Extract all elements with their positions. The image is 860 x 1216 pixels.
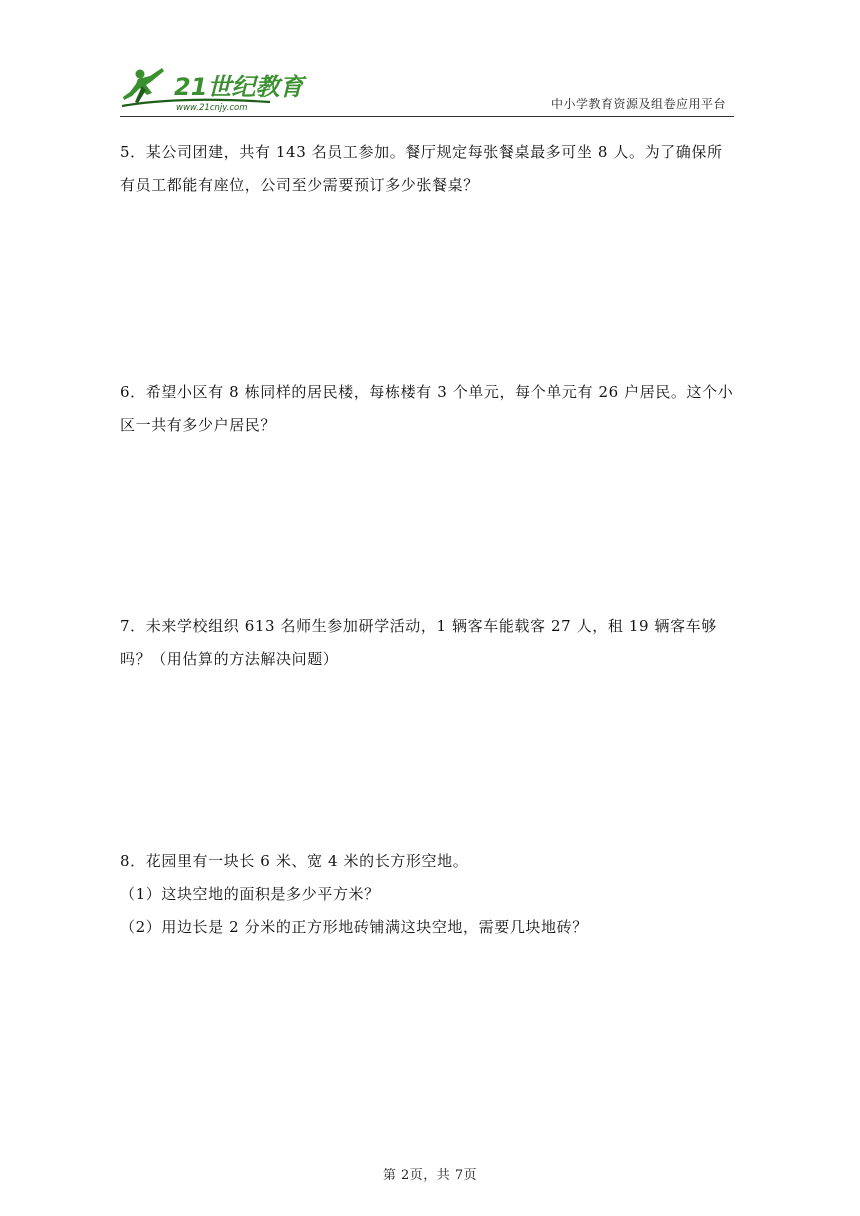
header-platform-text: 中小学教育资源及组卷应用平台: [550, 97, 726, 111]
svg-text:21世纪教育: 21世纪教育: [174, 73, 304, 101]
question-5: [120, 136, 734, 202]
question-7: [120, 610, 734, 676]
question-8-part-1: （1）这块空地的面积是多少平方米？: [120, 885, 380, 903]
header-divider: [120, 116, 734, 117]
question-8: [120, 845, 734, 944]
question-7-text: 7．未来学校组织 613 名师生参加研学活动，1 辆客车能载客 27 人，租 19 辆客车够吗？（用估算的方法解决问题）: [120, 617, 717, 668]
page-header: [120, 62, 734, 120]
page-number: 第 2页，共 7页: [382, 1168, 478, 1183]
question-8-text: 8．花园里有一块长 6 米、宽 4 米的长方形空地。: [120, 852, 469, 870]
question-8-part-2: （2）用边长是 2 分米的正方形地砖铺满这块空地，需要几块地砖？: [120, 918, 588, 936]
logo-21cnjy: [120, 62, 310, 114]
question-6: [120, 376, 734, 442]
question-6-text: 6．希望小区有 8 栋同样的居民楼，每栋楼有 3 个单元，每个单元有 26 户居民。这个小区一共有多少户居民？: [120, 383, 734, 434]
svg-text:www.21cnjy.com: www.21cnjy.com: [176, 103, 248, 113]
question-5-text: 5．某公司团建，共有 143 名员工参加。餐厅规定每张餐桌最多可坐 8 人。为了确保所有员工都能有座位，公司至少需要预订多少张餐桌？: [120, 143, 723, 194]
